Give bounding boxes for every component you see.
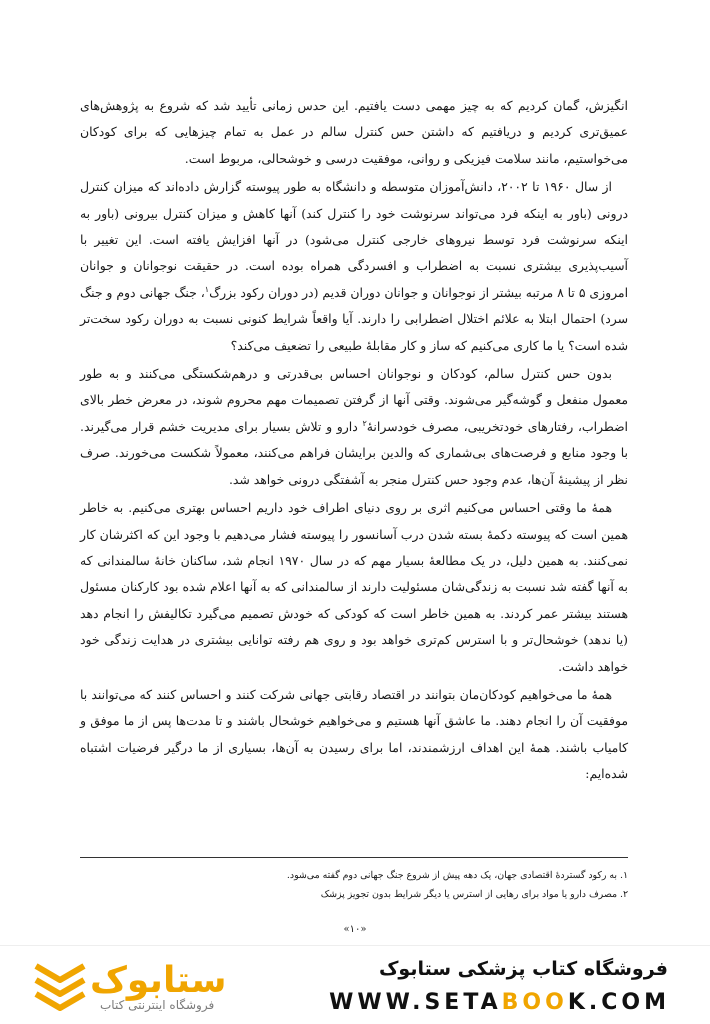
store-title: فروشگاه کتاب پزشکی ستابوک bbox=[378, 958, 668, 980]
paragraph-1: انگیزش، گمان کردیم که به چیز مهمی دست یافتیم. این حدس زمانی تأیید شد که شروع به پژوهش‌های عمیق‌تری کردیم و دریافتیم که داشتن حس کنترل سالم در عمل به تمام چیزهایی که برای کودکان می‌خواستیم، مانند سلامت فیزیکی و روانی، موفقیت درسی و خوشحالی، مربوط است. bbox=[80, 98, 628, 166]
chevron-stack-icon bbox=[30, 958, 90, 1018]
footnote-divider bbox=[80, 857, 628, 858]
footnote-ref-2[interactable]: ۲ bbox=[362, 418, 367, 428]
footnote-ref-1[interactable]: ۱ bbox=[204, 284, 210, 294]
page-number: «۱۰» bbox=[343, 924, 367, 935]
body-text bbox=[80, 93, 628, 790]
store-banner[interactable] bbox=[0, 945, 710, 1024]
store-url-link[interactable]: WWW.SETABOOK.COM bbox=[329, 990, 670, 1015]
footnote-2: ۲. مصرف دارو یا مواد برای رهایی از استرس یا دیگر شرایط بدون تجویز پزشک bbox=[320, 889, 628, 900]
logo-wordmark: ستابوک bbox=[90, 960, 227, 1001]
paragraph-4: همهٔ ما وقتی احساس می‌کنیم اثری بر روی دنیای اطراف خود داریم احساس بهتری می‌کنیم. به خاطر همین است که پیوسته دکمهٔ بسته شدن درب آسانسور را پیوسته فشار می‌دهیم با وجود این که اکثرشان کار نمی‌کنند. به همین دلیل، در یک مطالعهٔ بسیار مهم که در سال ۱۹۷۰ انجام شد، ساکنان خانهٔ سالمندانی که به آنها گفته شد نسبت به زندگی‌شان مسئولیت دارند از سالمندانی که به آنها اعلام شده بود کارکنان مسئول هستند بیشتر عمر کردند. به همین خاطر است که کودکی که خودش تصمیم می‌گیرد تکالیفش را انجام دهد (یا ندهد) خوشحال‌تر و با استرس کم‌تری خواهد بود و روی هم رفته توانایی بیشتری در هدایت زندگی خود خواهد داشت. bbox=[80, 500, 628, 674]
footnotes bbox=[80, 866, 628, 904]
store-logo[interactable] bbox=[30, 958, 310, 1018]
paragraph-3: بدون حس کنترل سالم، کودکان و نوجوانان احساس بی‌قدرتی و درهم‌شکستگی می‌کنند و به طور معمول منفعل و گوشه‌گیر می‌شوند. وقتی آنها از گرفتن تصمیمات مهم محروم شوند، در معرض خطر بالای اضطراب، رفتارهای خودتخریبی، مصرف خودسرانهٔ$^۲$ دارو و تلاش بسیار برای مدیریت خشم قرار می‌گیرند. با وجود منابع و فرصت‌های بی‌شماری که والدین برایشان فراهم می‌کنند، معمولاً شکست می‌خورند. صرف نظر از پیشینهٔ آن‌ها، عدم وجود حس کنترل منجر به آشفتگی درونی خواهد شد. bbox=[80, 366, 628, 487]
paragraph-2: از سال ۱۹۶۰ تا ۲۰۰۲، دانش‌آموزان متوسطه و دانشگاه به طور پیوسته گزارش داده‌اند که میزان کنترل درونی (باور به اینکه فرد می‌تواند سرنوشت خود را کنترل کند) آنها کاهش و میزان کنترل بیرونی (باور به اینکه سرنوشت فرد توسط نیروهای خارجی کنترل می‌شود) در آنها افزایش یافته است. این تغییر با آسیب‌پذیری بیشتری نسبت به اضطراب و افسردگی همراه بوده است. در حقیقت نوجوانان و جوانان امروزی ۵ تا ۸ مرتبه بیشتر از نوجوانان و جوانان دوران قدیم (در دوران رکود بزرگ$^۱$، جنگ جهانی دوم و جنگ سرد) احتمال ابتلا به علائم اختلال اضطرابی را دارند. آیا واقعاً شرایط کنونی نسبت به دوران رکود سخت‌تر شده است؟ یا ما کاری می‌کنیم که ساز و کار مقابلهٔ طبیعی را تضعیف می‌کند؟ bbox=[80, 179, 629, 353]
paragraph-5: همهٔ ما می‌خواهیم کودکان‌مان بتوانند در اقتصاد رقابتی جهانی شرکت کنند و احساس کنند که می‌توانند با موفقیت آن را انجام دهند. ما عاشق آنها هستیم و می‌خواهیم خوشحال باشند و تا مدت‌ها پس از ما موفق و کامیاب باشند. همهٔ این اهداف ارزشمندند، اما برای رسیدن به آن‌ها، بسیاری از ما درگیر فرضیات اشتباه شده‌ایم: bbox=[80, 686, 628, 782]
logo-tagline: فروشگاه اینترنتی کتاب bbox=[100, 998, 215, 1012]
footnote-1: ۱. به رکود گستردهٔ اقتصادی جهان، یک دهه پیش از شروع جنگ جهانی دوم گفته می‌شود. bbox=[286, 870, 628, 881]
